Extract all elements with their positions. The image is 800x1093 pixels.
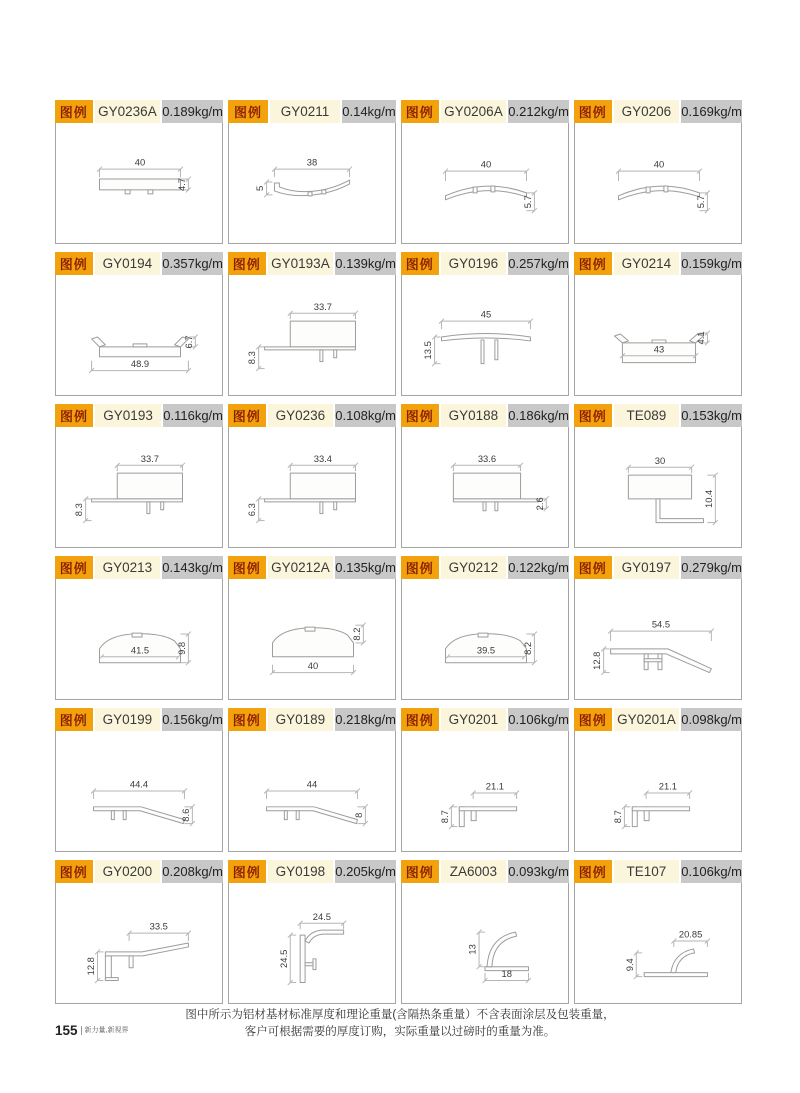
dimension-label: 30 [654,455,666,466]
dimension-label: 44 [306,779,318,790]
profile-section-svg [229,123,395,243]
dimension-label: 5.7 [522,195,533,209]
dimension-label: 5 [255,185,266,192]
dimension-label: 20.85 [678,929,703,940]
profile-cell-GY0236 [228,404,396,548]
legend-badge: 图例 [55,556,93,579]
cell-header [55,556,223,579]
profile-section-svg [56,731,222,851]
profile-weight: 0.218kg/m [335,708,396,731]
footer-note-line2: 客户可根据需要的厚度订购，实际重量以过磅时的重量为准。 [244,1026,556,1038]
profile-cell-GY0189 [228,708,396,852]
dimension-label: 8.6 [180,808,191,822]
footer-tagline: 新力量,新视界 [81,1026,129,1035]
profile-cell-GY0212 [401,556,569,700]
legend-badge: 图例 [228,708,266,731]
profile-weight: 0.189kg/m [162,100,223,123]
profile-cell-GY0206A [401,100,569,244]
profile-section-svg [575,579,741,699]
legend-badge: 图例 [574,860,612,883]
profile-code: GY0211 [270,100,340,123]
profile-code: TE107 [614,860,680,883]
dimension-label: 24.5 [278,949,289,968]
legend-badge: 图例 [574,100,612,123]
legend-badge: 图例 [228,860,266,883]
legend-badge: 图例 [574,404,612,427]
dimension-label: 33.5 [149,921,168,932]
cell-header [401,252,569,275]
cell-header [401,404,569,427]
profile-drawing [228,579,396,700]
profile-drawing [228,275,396,396]
profile-weight: 0.116kg/m [163,404,223,427]
dimension-label: 33.6 [477,453,497,464]
profile-weight: 0.106kg/m [508,708,569,731]
cell-header [55,860,223,883]
profile-drawing [574,275,742,396]
profile-code: GY0201A [614,708,680,731]
profile-section-svg [56,883,222,1003]
cell-header [228,708,396,731]
cell-header [228,404,396,427]
legend-badge: 图例 [401,404,439,427]
legend-badge: 图例 [228,556,266,579]
dimension-label: 44.4 [129,779,149,790]
profile-weight: 0.186kg/m [508,404,569,427]
dimension-label: 38 [306,157,318,168]
legend-badge: 图例 [401,252,439,275]
profile-code: TE089 [614,404,680,427]
legend-badge: 图例 [228,100,268,123]
profile-code: GY0193A [268,252,334,275]
dimension-label: 21.1 [658,781,678,792]
legend-badge: 图例 [228,404,266,427]
dimension-label: 10.4 [703,489,714,508]
profile-code: GY0199 [95,708,161,731]
profile-section-svg [56,123,222,243]
cell-header [574,404,742,427]
dimension-label: 13.5 [423,341,434,360]
profile-section-svg [575,883,741,1003]
dimension-label: 43 [653,344,665,355]
profile-drawing [55,579,223,700]
profile-section-svg [575,427,741,547]
profile-drawing [55,427,223,548]
profile-section-svg [575,275,741,395]
profile-weight: 0.106kg/m [681,860,742,883]
cell-header [228,556,396,579]
profile-weight: 0.14kg/m [342,100,396,123]
legend-badge: 图例 [401,708,439,731]
profile-section-svg [56,427,222,547]
dimension-label: 33.7 [140,453,159,464]
profile-cell-GY0199 [55,708,223,852]
profile-code: GY0200 [95,860,161,883]
profile-weight: 0.279kg/m [681,556,742,579]
dimension-label: 33.4 [313,453,332,464]
profile-cell-GY0188 [401,404,569,548]
cell-header [401,100,569,123]
cell-header [401,556,569,579]
profile-weight: 0.159kg/m [681,252,742,275]
legend-badge: 图例 [574,556,612,579]
cell-header [228,252,396,275]
profile-code: GY0236 [268,404,334,427]
profile-drawing [574,123,742,244]
profile-code: GY0193 [95,404,161,427]
dimension-label: 40 [480,159,492,170]
profile-drawing [574,731,742,852]
dimension-label: 18 [501,969,512,980]
profile-cell-TE089 [574,404,742,548]
dimension-label: 2.6 [534,497,545,511]
profile-section-svg [402,427,568,547]
profile-section-svg [229,883,395,1003]
profile-cell-TE107 [574,860,742,1004]
cell-header [574,860,742,883]
profile-drawing [401,883,569,1004]
profile-code: GY0188 [441,404,507,427]
profile-drawing [401,427,569,548]
profile-code: GY0214 [614,252,680,275]
dimension-label: 4.1 [695,331,706,345]
profile-weight: 0.093kg/m [508,860,569,883]
dimension-label: 33.7 [313,301,332,312]
legend-badge: 图例 [55,252,93,275]
profile-drawing [228,427,396,548]
profile-code: GY0213 [95,556,161,579]
profile-cell-GY0201 [401,708,569,852]
profile-code: GY0236A [95,100,161,123]
profile-drawing [55,123,223,244]
dimension-label: 8.3 [74,503,85,517]
profile-weight: 0.205kg/m [335,860,396,883]
profile-weight: 0.212kg/m [508,100,569,123]
profile-cell-GY0201A [574,708,742,852]
profile-section-svg [402,275,568,395]
cell-header [55,708,223,731]
profile-cell-ZA6003 [401,860,569,1004]
profile-weight: 0.135kg/m [335,556,396,579]
cell-header [401,860,569,883]
dimension-label: 8.7 [612,810,623,824]
profile-weight: 0.143kg/m [162,556,223,579]
dimension-label: 39.5 [476,645,496,656]
profile-drawing [55,731,223,852]
profile-cell-GY0213 [55,556,223,700]
dimension-label: 21.1 [485,781,505,792]
cell-header [55,100,223,123]
profile-weight: 0.098kg/m [681,708,742,731]
cell-header [228,860,396,883]
profile-cell-GY0236A [55,100,223,244]
legend-badge: 图例 [55,708,93,731]
profile-drawing [574,883,742,1004]
profile-cell-GY0193 [55,404,223,548]
profile-code: GY0198 [268,860,334,883]
legend-badge: 图例 [574,708,612,731]
profile-weight: 0.108kg/m [335,404,396,427]
legend-badge: 图例 [55,860,93,883]
dimension-label: 6.7 [183,335,194,349]
legend-badge: 图例 [401,100,439,123]
profile-drawing [574,579,742,700]
dimension-label: 8.3 [247,351,258,365]
profile-drawing [228,123,396,244]
profile-drawing [574,427,742,548]
profile-code: GY0189 [268,708,334,731]
dimension-label: 48.9 [130,359,150,370]
cell-header [228,100,396,123]
profile-cell-GY0206 [574,100,742,244]
profile-weight: 0.169kg/m [681,100,742,123]
profile-cell-GY0211 [228,100,396,244]
page-number: 155 [55,1023,78,1038]
dimension-label: 8.2 [522,641,533,655]
profile-cell-GY0194 [55,252,223,396]
dimension-label: 13 [467,944,478,955]
profile-weight: 0.139kg/m [335,252,396,275]
cell-header [401,708,569,731]
cell-header [55,404,223,427]
profile-section-svg [575,731,741,851]
profile-drawing [228,883,396,1004]
profile-code: GY0206 [614,100,680,123]
dimension-label: 24.5 [312,911,332,922]
dimension-label: 8.2 [351,627,362,641]
profile-section-svg [56,579,222,699]
profile-cell-GY0200 [55,860,223,1004]
profile-weight: 0.122kg/m [508,556,569,579]
legend-badge: 图例 [401,860,439,883]
profile-section-svg [402,731,568,851]
legend-badge: 图例 [55,100,93,123]
profile-cell-GY0212A [228,556,396,700]
footer-note-line1: 图中所示为铝材基材标准厚度和理论重量(含隔热条重量）不含表面涂层及包装重量， [185,1009,615,1021]
profile-drawing [228,731,396,852]
profile-code: GY0196 [441,252,507,275]
profile-drawing [55,275,223,396]
profile-section-svg [56,275,222,395]
legend-badge: 图例 [55,404,93,427]
profile-cell-GY0198 [228,860,396,1004]
profile-grid [55,100,746,1004]
legend-badge: 图例 [401,556,439,579]
profile-code: GY0206A [441,100,507,123]
profile-drawing [401,579,569,700]
profile-section-svg [229,275,395,395]
profile-weight: 0.257kg/m [508,252,569,275]
profile-drawing [55,883,223,1004]
dimension-label: 12.8 [592,651,603,670]
profile-section-svg [575,123,741,243]
profile-weight: 0.156kg/m [162,708,223,731]
profile-weight: 0.208kg/m [162,860,223,883]
profile-weight: 0.357kg/m [162,252,223,275]
profile-section-svg [402,123,568,243]
profile-section-svg [229,731,395,851]
profile-code: GY0212A [268,556,334,579]
page-footer [55,1023,128,1038]
dimension-label: 54.5 [651,619,671,630]
profile-cell-GY0193A [228,252,396,396]
dimension-label: 40 [653,159,665,170]
dimension-label: 40 [307,661,319,672]
profile-section-svg [402,883,568,1003]
cell-header [574,708,742,731]
cell-header [55,252,223,275]
dimension-label: 8 [353,812,364,818]
profile-section-svg [229,427,395,547]
profile-weight: 0.153kg/m [681,404,742,427]
profile-drawing [401,731,569,852]
cell-header [574,252,742,275]
dimension-label: 5.7 [695,195,706,209]
legend-badge: 图例 [228,252,266,275]
profile-code: GY0197 [614,556,680,579]
profile-code: ZA6003 [441,860,507,883]
profile-drawing [401,123,569,244]
legend-badge: 图例 [574,252,612,275]
dimension-label: 9.4 [624,958,635,972]
profile-cell-GY0196 [401,252,569,396]
profile-cell-GY0214 [574,252,742,396]
dimension-label: 4.7 [176,177,187,192]
profile-code: GY0212 [441,556,507,579]
profile-drawing [401,275,569,396]
profile-section-svg [229,579,395,699]
dimension-label: 8.7 [439,810,450,824]
dimension-label: 6.3 [247,503,258,517]
dimension-label: 45 [480,309,492,320]
cell-header [574,556,742,579]
profile-section-svg [402,579,568,699]
profile-code: GY0194 [95,252,161,275]
cell-header [574,100,742,123]
dimension-label: 12.8 [86,957,97,976]
profile-code: GY0201 [441,708,507,731]
dimension-label: 41.5 [130,645,150,656]
profile-cell-GY0197 [574,556,742,700]
dimension-label: 9.8 [176,641,187,655]
dimension-label: 40 [134,157,146,168]
